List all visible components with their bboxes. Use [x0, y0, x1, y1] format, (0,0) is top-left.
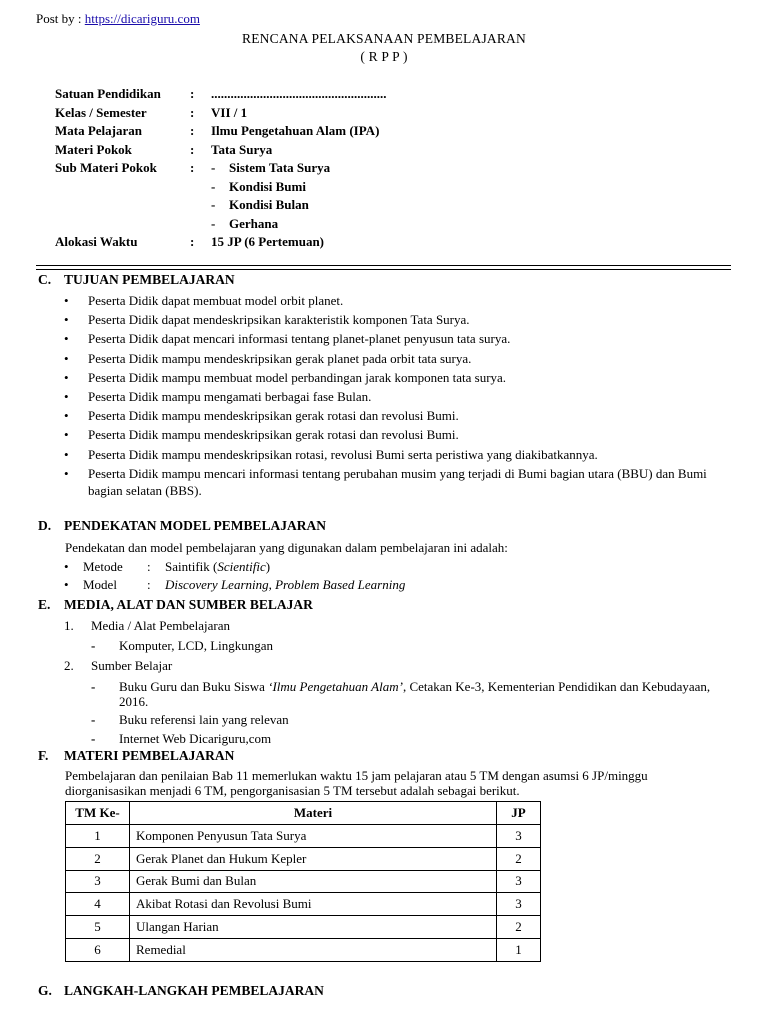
identity-colon: : [190, 104, 195, 120]
table-cell: 2 [497, 916, 541, 939]
sub-item: - Buku Guru dan Buku Siswa ‘Ilmu Pengetahuan Alam’, Cetakan Ke-3, Kementerian Pendidikan dan Kebudayaan, 2016. [91, 679, 711, 709]
bullet-icon: • [64, 369, 69, 385]
table-header: Materi [130, 802, 497, 825]
alokasi-value: 15 JP (6 Pertemuan) [211, 234, 325, 249]
section-e-heading [38, 597, 313, 613]
table-cell: Remedial [130, 938, 497, 961]
model-colon: : [147, 577, 151, 592]
sub-item: - Internet Web Dicariguru,com [91, 731, 272, 746]
identity-label: Mata Pelajaran [55, 123, 143, 138]
identity-value: Tata Surya [211, 141, 273, 157]
divider-thin [36, 269, 731, 270]
bullet-icon: • [64, 350, 69, 366]
list-item: • Peserta Didik dapat mendeskripsikan karakteristik komponen Tata Surya. [64, 312, 470, 328]
item-number: 1. [64, 618, 74, 633]
section-letter: D. [38, 518, 52, 533]
bullet-icon: • [64, 312, 69, 328]
table-cell: 3 [497, 825, 541, 848]
sub-materi-item: Kondisi Bumi [229, 178, 306, 194]
table-row [66, 825, 541, 848]
sub-materi-dash: - [211, 215, 216, 231]
divider-thick [36, 265, 731, 266]
dash-icon: - [91, 679, 96, 694]
table-cell: Gerak Bumi dan Bulan [130, 870, 497, 893]
section-letter: C. [38, 272, 52, 287]
post-by-label: Post by : [36, 11, 85, 26]
bullet-icon: • [64, 577, 69, 592]
table-row [66, 938, 541, 961]
dash-icon: - [91, 731, 96, 746]
bullet-icon: • [64, 408, 69, 424]
metode-colon: : [147, 559, 151, 574]
table-cell: 3 [497, 893, 541, 916]
identity-value: Ilmu Pengetahuan Alam (IPA) [211, 123, 380, 138]
table-cell: 5 [66, 916, 130, 939]
table-header: JP [497, 802, 541, 825]
identity-colon: : [190, 86, 195, 101]
table-cell: 3 [497, 870, 541, 893]
sub-materi-item: Sistem Tata Surya [229, 160, 331, 175]
table-row [66, 916, 541, 939]
sub-materi-label: Sub Materi Pokok [55, 160, 157, 175]
sub-item: - Buku referensi lain yang relevan [91, 712, 289, 727]
section-letter: F. [38, 748, 49, 763]
list-item: • Peserta Didik mampu mencari informasi tentang perubahan musim yang terjadi di Bumi bagian utara (BBU) dan Bumi bagian selatan (BBS). [64, 465, 707, 498]
list-item: • Peserta Didik mampu mendeskripsikan gerak rotasi dan revolusi Bumi. [64, 408, 459, 424]
table-cell: 1 [497, 938, 541, 961]
materi-table [65, 801, 541, 962]
identity-label: Materi Pokok [55, 141, 132, 157]
tujuan-list [64, 292, 724, 501]
list-item: • Peserta Didik mampu mendeskripsikan gerak planet pada orbit tata surya. [64, 350, 472, 366]
document-subtitle: ( R P P ) [360, 49, 408, 64]
identity-colon: : [190, 141, 195, 157]
table-cell: 2 [497, 847, 541, 870]
section-title: MATERI PEMBELAJARAN [64, 748, 235, 763]
sub-item: - Komputer, LCD, Lingkungan [91, 638, 274, 653]
section-title: PENDEKATAN MODEL PEMBELAJARAN [64, 518, 327, 533]
table-row [66, 870, 541, 893]
table-cell: Gerak Planet dan Hukum Kepler [130, 847, 497, 870]
identity-label: Satuan Pendidikan [55, 86, 161, 101]
table-cell: 1 [66, 825, 130, 848]
section-title: TUJUAN PEMBELAJARAN [64, 272, 235, 287]
table-cell: 4 [66, 893, 130, 916]
list-item: • Peserta Didik mampu mendeskripsikan gerak rotasi dan revolusi Bumi. [64, 427, 459, 443]
identity-colon: : [190, 234, 195, 249]
sub-materi-item: Kondisi Bulan [229, 197, 309, 212]
metode-label: Metode [83, 559, 123, 574]
bullet-icon: • [64, 293, 69, 308]
document-title: RENCANA PELAKSANAAN PEMBELAJARAN [242, 31, 526, 46]
sub-materi-dash: - [211, 197, 216, 212]
item-label: Sumber Belajar [91, 658, 173, 673]
sub-materi-dash: - [211, 160, 216, 175]
materi-intro: Pembelajaran dan penilaian Bab 11 memerlukan waktu 15 jam pelajaran atau 5 TM dengan asumsi 6 JP/minggu diorganisasikan menjadi 6 TM, pengorganisasian 5 TM tersebut adalah sebagai berikut. [65, 768, 648, 798]
section-letter: E. [38, 597, 51, 612]
post-by [36, 11, 200, 27]
bullet-icon: • [64, 559, 69, 574]
section-d-heading [38, 518, 326, 534]
bullet-icon: • [64, 331, 69, 347]
table-header: TM Ke- [66, 802, 130, 825]
identity-value: VII / 1 [211, 104, 248, 120]
pendekatan-intro: Pendekatan dan model pembelajaran yang digunakan dalam pembelajaran ini adalah: [65, 540, 508, 555]
bullet-icon: • [64, 465, 69, 481]
list-item: • Peserta Didik dapat mencari informasi tentang planet-planet penyusun tata surya. [64, 331, 511, 347]
section-g-heading [38, 983, 324, 999]
table-cell: Komponen Penyusun Tata Surya [130, 825, 497, 848]
section-title: MEDIA, ALAT DAN SUMBER BELAJAR [64, 597, 313, 612]
table-cell: 3 [66, 870, 130, 893]
table-cell: Ulangan Harian [130, 916, 497, 939]
identity-colon: : [190, 160, 195, 175]
section-f-heading [38, 748, 234, 764]
list-item: • Peserta Didik dapat membuat model orbit planet. [64, 293, 344, 308]
table-cell: Akibat Rotasi dan Revolusi Bumi [130, 893, 497, 916]
post-by-link[interactable]: https://dicariguru.com [84, 11, 200, 26]
dash-icon: - [91, 712, 96, 727]
identity-label: Kelas / Semester [55, 104, 147, 120]
alokasi-label: Alokasi Waktu [55, 234, 138, 249]
media-item [64, 618, 230, 634]
table-row [66, 893, 541, 916]
list-item: • Peserta Didik mampu mengamati berbagai fase Bulan. [64, 388, 372, 404]
sub-materi-item: Gerhana [229, 215, 279, 231]
table-row [66, 847, 541, 870]
model-label: Model [83, 577, 117, 592]
dash-icon: - [91, 638, 96, 653]
table-cell: 2 [66, 847, 130, 870]
metode-value: Saintifik (Scientific) [165, 559, 271, 574]
table-cell: 6 [66, 938, 130, 961]
sub-materi-dash: - [211, 178, 216, 194]
section-title: LANGKAH-LANGKAH PEMBELAJARAN [64, 983, 324, 998]
bullet-icon: • [64, 427, 69, 443]
list-item: • Peserta Didik mampu membuat model perbandingan jarak komponen tata surya. [64, 369, 507, 385]
bullet-icon: • [64, 388, 69, 404]
section-c-heading [38, 272, 235, 288]
item-label: Media / Alat Pembelajaran [91, 618, 230, 633]
model-value: Discovery Learning, Problem Based Learning [165, 577, 406, 592]
section-letter: G. [38, 983, 52, 998]
list-item: • Peserta Didik mampu mendeskripsikan rotasi, revolusi Bumi serta peristiwa yang diakibatkannya. [64, 446, 598, 462]
table-header-row [66, 802, 541, 825]
identity-value: ...................................................... [211, 86, 387, 101]
identity-colon: : [190, 123, 195, 138]
item-number: 2. [64, 658, 74, 673]
sumber-item [64, 658, 172, 674]
bullet-icon: • [64, 446, 69, 462]
